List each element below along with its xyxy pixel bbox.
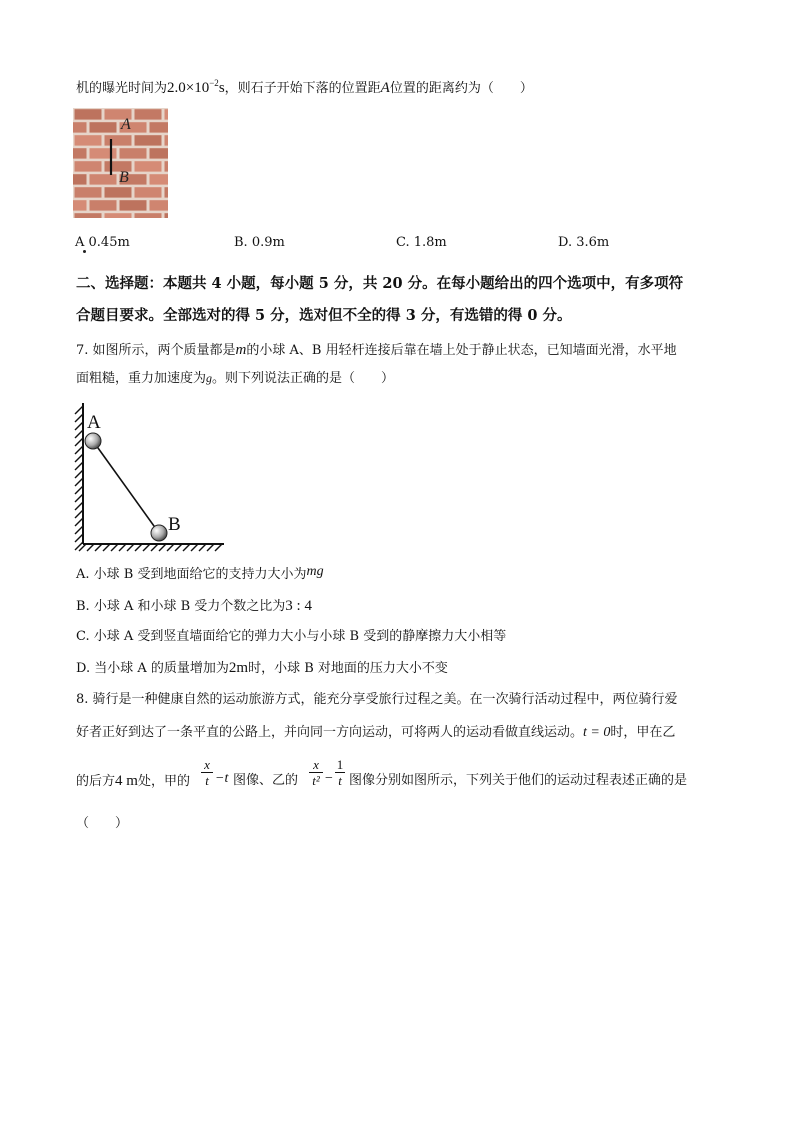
hatch-mark xyxy=(75,454,83,462)
q6-option-c: C. 1.8m xyxy=(396,235,447,250)
brick xyxy=(120,200,147,210)
hatch-mark xyxy=(75,486,83,494)
question6-stem-continued: 机的曝光时间为$2.0\times 10^{-2}s$，则石子开始下落的位置距A位置的距离约为（ ） xyxy=(76,78,533,96)
q8-stem-line2: 好者正好到达了一条平直的公路上，并向同一方向运动，可将两人的运动看做直线运动。t = 0时，甲在乙 xyxy=(76,725,676,740)
hatch-mark xyxy=(175,544,182,551)
hatch-mark xyxy=(167,544,174,551)
brick xyxy=(150,200,169,210)
brick xyxy=(165,109,169,119)
hatch-mark xyxy=(75,414,83,422)
brick xyxy=(135,135,162,145)
brick-wall-photo xyxy=(73,108,168,218)
q7-option-a: A. 小球 B 受到地面给它的支持力大小为mg xyxy=(76,564,324,582)
q8-stem-line3-a: 的后方4 m处，甲的 xyxy=(76,773,190,789)
brick xyxy=(150,174,169,184)
diagram-label-b: B xyxy=(168,514,181,535)
hatch-mark xyxy=(199,544,206,551)
brick xyxy=(105,213,132,218)
hatch-mark xyxy=(75,446,83,454)
brick xyxy=(135,213,162,218)
brick xyxy=(135,161,162,171)
q7-rod-wall-diagram xyxy=(66,398,236,558)
hatch-mark xyxy=(75,526,83,534)
minus-sign: − xyxy=(325,771,333,786)
brick xyxy=(150,148,169,158)
q6-option-d: D. 3.6m xyxy=(558,235,610,250)
ball-b xyxy=(151,525,167,541)
q7-option-d: D. 当小球 A 的质量增加为2m时，小球 B 对地面的压力大小不变 xyxy=(76,660,448,676)
brick xyxy=(75,109,102,119)
dot-mark xyxy=(83,250,86,253)
q6-option-a: A 0.45m xyxy=(75,235,130,250)
hatch-mark xyxy=(75,430,83,438)
fraction-one-over-t: 1 t xyxy=(336,757,344,788)
hatch-mark xyxy=(119,544,126,551)
brick xyxy=(165,161,169,171)
hatch-mark xyxy=(159,544,166,551)
photo-label-b: B xyxy=(119,169,129,186)
q8-stem-line3-d: 图像分别如图所示，下列关于他们的运动过程表述正确的是 xyxy=(349,773,688,788)
exposure-time-value: $2.0\times 10^{-2}s$ xyxy=(167,78,225,96)
brick xyxy=(75,213,102,218)
brick xyxy=(105,135,132,145)
hatch-mark xyxy=(75,406,83,414)
brick xyxy=(73,148,87,158)
section2-heading-line1: 二、选择题：本题共 4 小题，每小题 5 分，共 20 分。在每小题给出的四个选项中，有多项符 xyxy=(76,275,684,292)
hatch-mark xyxy=(75,422,83,430)
light-rod xyxy=(93,441,159,533)
q8-stem-line3-c: 图像、乙的 xyxy=(233,773,299,788)
fraction-x-over-t-squared: x t² xyxy=(309,757,323,788)
brick xyxy=(165,135,169,145)
q8-stem-line1: 8. 骑行是一种健康自然的运动旅游方式，能充分享受旅行过程之美。在一次骑行活动过程中，两位骑行爱 xyxy=(76,692,678,707)
brick xyxy=(75,135,102,145)
hatch-mark xyxy=(103,544,110,551)
hatch-mark xyxy=(183,544,190,551)
hatch-mark xyxy=(215,544,222,551)
q7-option-b: B. 小球 A 和小球 B 受力个数之比为3 : 4 xyxy=(76,598,312,614)
q8-answer-blank: （ ） xyxy=(76,816,129,831)
brick xyxy=(105,187,132,197)
ground-hatching xyxy=(79,544,224,551)
hatch-mark xyxy=(143,544,150,551)
hatch-mark xyxy=(95,544,102,551)
q7-stem-line2: 面粗糙，重力加速度为g。则下列说法正确的是（ ） xyxy=(76,371,395,386)
hatch-mark xyxy=(191,544,198,551)
brick xyxy=(90,122,117,132)
q7-option-c: C. 小球 A 受到竖直墙面给它的弹力大小与小球 B 受到的静摩擦力大小相等 xyxy=(76,629,507,644)
hatch-mark xyxy=(75,438,83,446)
brick xyxy=(75,187,102,197)
diagram-label-a: A xyxy=(87,412,101,433)
brick xyxy=(73,200,87,210)
section2-heading-line2: 合题目要求。全部选对的得 5 分，选对但不全的得 3 分，有选错的得 0 分。 xyxy=(76,307,572,324)
hatch-mark xyxy=(75,462,83,470)
ball-a xyxy=(85,433,101,449)
brick xyxy=(73,122,87,132)
q7-stem-line1: 7. 如图所示，两个质量都是m的小球 A、B 用轻杆连接后靠在墙上处于静止状态，已知墙面光滑，水平地 xyxy=(76,342,677,358)
hatch-mark xyxy=(135,544,142,551)
brick xyxy=(165,187,169,197)
brick xyxy=(150,122,169,132)
wall-hatching xyxy=(75,403,83,550)
hatch-mark xyxy=(75,518,83,526)
brick xyxy=(90,200,117,210)
brick xyxy=(75,161,102,171)
hatch-mark xyxy=(75,502,83,510)
brick xyxy=(73,174,87,184)
hatch-mark xyxy=(111,544,118,551)
fraction-x-over-t: x t xyxy=(201,757,213,788)
brick xyxy=(90,174,117,184)
minus-t: −t xyxy=(215,771,229,786)
hatch-mark xyxy=(75,494,83,502)
hatch-mark xyxy=(151,544,158,551)
q6-option-b: B. 0.9m xyxy=(234,235,285,250)
brick xyxy=(165,213,169,218)
hatch-mark xyxy=(75,470,83,478)
brick xyxy=(135,109,162,119)
hatch-mark xyxy=(75,534,83,542)
brick xyxy=(90,148,117,158)
photo-label-a: A xyxy=(121,116,131,133)
hatch-mark xyxy=(207,544,214,551)
hatch-mark xyxy=(87,544,94,551)
hatch-mark xyxy=(75,478,83,486)
hatch-mark xyxy=(127,544,134,551)
hatch-mark xyxy=(75,510,83,518)
brick xyxy=(120,148,147,158)
brick xyxy=(135,187,162,197)
